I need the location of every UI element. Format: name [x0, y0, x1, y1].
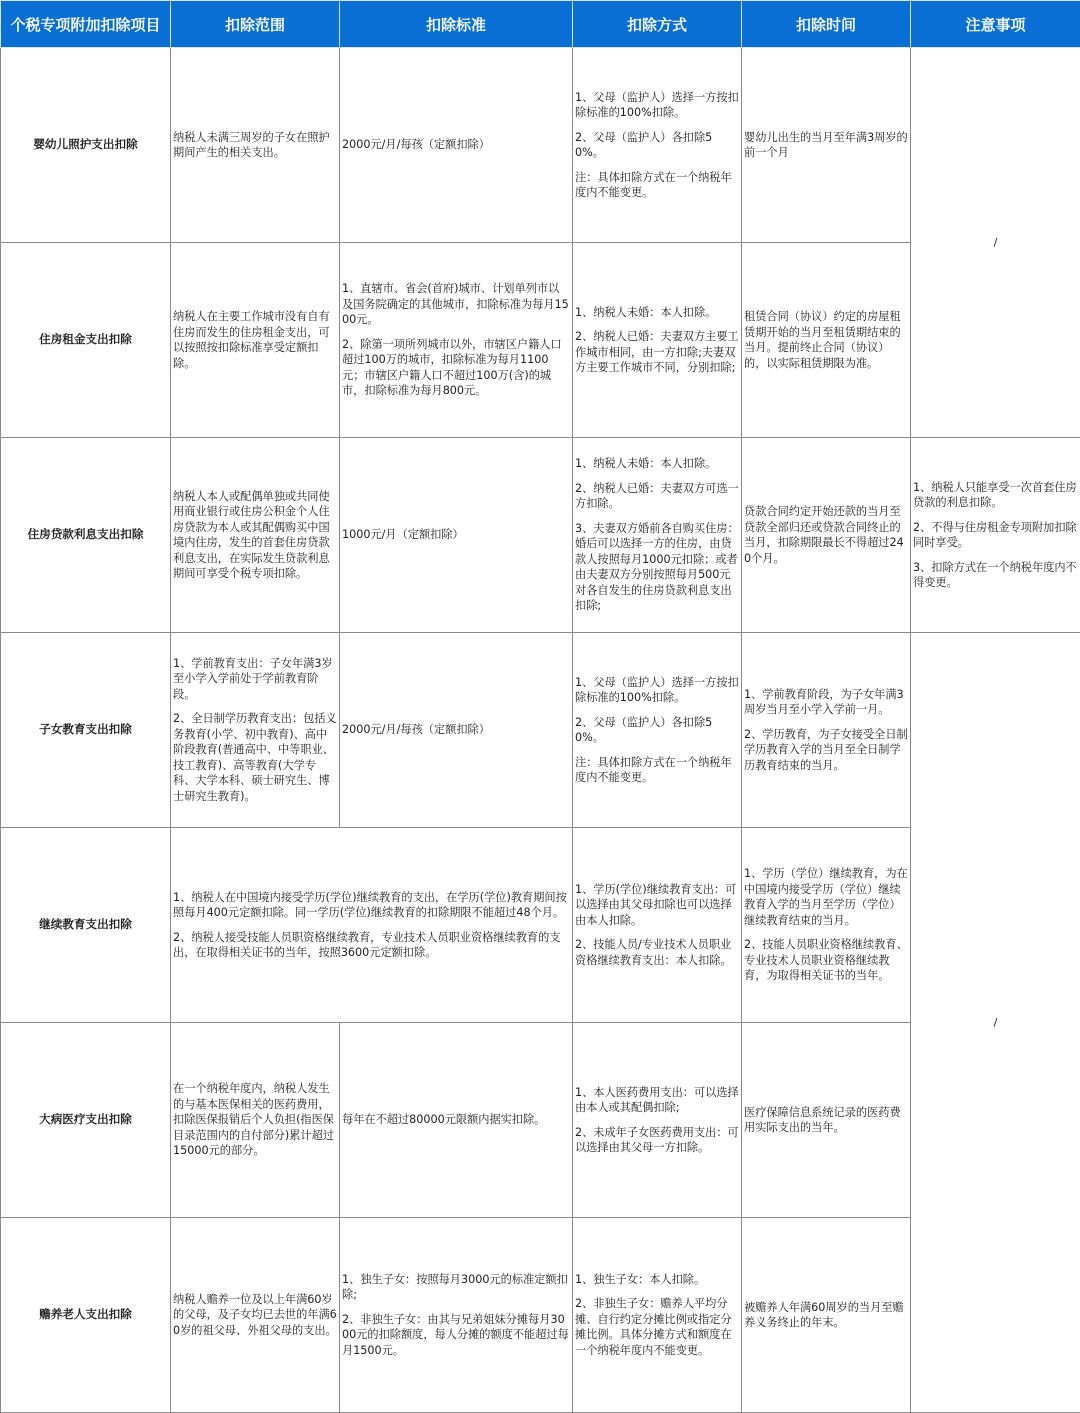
item-name: 住房贷款利息支出扣除: [1, 438, 171, 633]
method-text: 2、技能人员/专业技术人员职业资格继续教育支出：本人扣除。: [575, 937, 739, 968]
scope-cell: [171, 1023, 340, 1218]
header-item: 个税专项附加扣除项目: [1, 1, 171, 48]
scope-cell: [171, 438, 340, 633]
method-text: 1、父母（监护人）选择一方按扣除标准的100%扣除。: [575, 90, 739, 121]
method-text: 2、父母（监护人）各扣除50%。: [575, 130, 739, 161]
time-cell: [742, 243, 911, 438]
table-row: [1, 633, 1080, 828]
method-text: 1、纳税人未婚：本人扣除。: [575, 456, 739, 472]
time-text: 贷款合同约定开始还款的当月至贷款全部归还或贷款合同终止的当月，扣除期限最长不得超过240个月。: [744, 504, 908, 566]
scope-text: 在一个纳税年度内，纳税人发生的与基本医保相关的医药费用，扣除医保报销后个人负担(指医保目录范围内的自付部分)累计超过15000元的部分。: [173, 1081, 337, 1159]
item-name: 住房租金支出扣除: [1, 243, 171, 438]
note-text: 3、扣除方式在一个纳税年度内不得变更。: [913, 560, 1078, 591]
standard-cell: [340, 1218, 573, 1413]
standard-text: 2000元/月/每孩（定额扣除）: [342, 722, 570, 738]
time-cell: [742, 48, 911, 243]
header-row: [1, 1, 1080, 48]
note-text: 1、纳税人只能享受一次首套住房贷款的利息扣除。: [913, 480, 1078, 511]
method-cell: [573, 1218, 742, 1413]
time-text: 租赁合同（协议）约定的房屋租赁期开始的当月至租赁期结束的当月。提前终止合同（协议）的，以实际租赁期限为准。: [744, 309, 908, 371]
time-text: 2、技能人员职业资格继续教育、专业技术人员职业资格继续教育，为取得相关证书的当年。: [744, 937, 908, 984]
notes-cell: /: [911, 48, 1080, 438]
method-cell: [573, 48, 742, 243]
method-text: 注：具体扣除方式在一个纳税年度内不能变更。: [575, 755, 739, 786]
method-text: 1、学历(学位)继续教育支出：可以选择由其父母扣除也可以选择由本人扣除。: [575, 882, 739, 929]
standard-text: 1000元/月（定额扣除）: [342, 527, 570, 543]
standard-cell: [340, 438, 573, 633]
method-cell: [573, 633, 742, 828]
scope-text: 1、纳税人在中国境内接受学历(学位)继续教育的支出，在学历(学位)教育期间按照每月400元定额扣除。同一学历(学位)继续教育的扣除期限不能超过48个月。: [173, 890, 570, 921]
standard-cell: [340, 48, 573, 243]
method-text: 1、纳税人未婚：本人扣除。: [575, 305, 739, 321]
method-text: 1、独生子女：本人扣除。: [575, 1272, 739, 1288]
header-scope: 扣除范围: [171, 1, 340, 48]
scope-text: 纳税人在主要工作城市没有自有住房而发生的住房租金支出，可以按照按扣除标准享受定额扣除。: [173, 309, 337, 371]
scope-text: 纳税人未满三周岁的子女在照护期间产生的相关支出。: [173, 130, 337, 161]
standard-text: 2000元/月/每孩（定额扣除）: [342, 137, 570, 153]
standard-text: 1、独生子女：按照每月3000元的标准定额扣除;: [342, 1272, 570, 1303]
scope-standard-cell: [171, 828, 573, 1023]
time-cell: [742, 438, 911, 633]
header-time: 扣除时间: [742, 1, 911, 48]
method-cell: [573, 828, 742, 1023]
method-text: 注：具体扣除方式在一个纳税年度内不能变更。: [575, 170, 739, 201]
method-cell: [573, 438, 742, 633]
scope-cell: [171, 243, 340, 438]
method-text: 2、非独生子女：赡养人平均分摊、自行约定分摊比例或指定分摊比例。具体分摊方式和额度在一个纳税年度内不能变更。: [575, 1296, 739, 1358]
method-cell: [573, 1023, 742, 1218]
header-method: 扣除方式: [573, 1, 742, 48]
scope-cell: [171, 48, 340, 243]
note-text: 2、不得与住房租金专项附加扣除同时享受。: [913, 520, 1078, 551]
item-name: 继续教育支出扣除: [1, 828, 171, 1023]
method-text: 2、纳税人已婚：夫妻双方可选一方扣除。: [575, 481, 739, 512]
method-text: 2、未成年子女医药费用支出：可以选择由其父母一方扣除。: [575, 1125, 739, 1156]
standard-text: 2、除第一项所列城市以外，市辖区户籍人口超过100万的城市，扣除标准为每月1100元；市辖区户籍人口不超过100万(含)的城市，扣除标准为每月800元。: [342, 337, 570, 399]
item-name: 子女教育支出扣除: [1, 633, 171, 828]
standard-text: 每年在不超过80000元限额内据实扣除。: [342, 1112, 570, 1128]
notes-cell: [911, 438, 1080, 633]
time-text: 被赡养人年满60周岁的当月至赡养义务终止的年末。: [744, 1300, 908, 1331]
header-standard: 扣除标准: [340, 1, 573, 48]
method-text: 2、纳税人已婚：夫妻双方主要工作城市相同，由一方扣除;夫妻双方主要工作城市不同，分别扣除;: [575, 329, 739, 376]
method-text: 2、父母（监护人）各扣除50%。: [575, 715, 739, 746]
time-cell: [742, 828, 911, 1023]
time-text: 2、学历教育，为子女接受全日制学历教育入学的当月至全日制学历教育结束的当月。: [744, 727, 908, 774]
method-text: 3、夫妻双方婚前各自购买住房：婚后可以选择一方的住房，由贷款人按照每月1000元扣除；或者由夫妻双方分别按照每月500元对各自发生的住房贷款利息支出扣除;: [575, 521, 739, 614]
method-text: 1、本人医药费用支出：可以选择由本人或其配偶扣除;: [575, 1085, 739, 1116]
scope-text: 纳税人本人或配偶单独或共同使用商业银行或住房公积金个人住房贷款为本人或其配偶购买中国境内住房，发生的首套住房贷款利息支出，在实际发生贷款利息期间可享受个税专项扣除。: [173, 489, 337, 582]
time-text: 1、学前教育阶段，为子女年满3周岁当月至小学入学前一月。: [744, 687, 908, 718]
time-cell: [742, 633, 911, 828]
time-text: 1、学历（学位）继续教育，为在中国境内接受学历（学位）继续教育入学的当月至学历（学位）继续教育结束的当月。: [744, 866, 908, 928]
table-row: [1, 48, 1080, 243]
standard-text: 1、直辖市、省会(首府)城市、计划单列市以及国务院确定的其他城市，扣除标准为每月1500元。: [342, 281, 570, 328]
method-cell: [573, 243, 742, 438]
standard-text: 2、非独生子女：由其与兄弟姐妹分摊每月3000元的扣除额度，每人分摊的额度不能超过每月1500元。: [342, 1312, 570, 1359]
item-name: 婴幼儿照护支出扣除: [1, 48, 171, 243]
item-name: 大病医疗支出扣除: [1, 1023, 171, 1218]
standard-cell: [340, 243, 573, 438]
item-name: 赡养老人支出扣除: [1, 1218, 171, 1413]
scope-text: 纳税人赡养一位及以上年满60岁的父母，及子女均已去世的年满60岁的祖父母、外祖父母的支出。: [173, 1292, 337, 1339]
table-row: [1, 438, 1080, 633]
time-text: 婴幼儿出生的当月至年满3周岁的前一个月: [744, 130, 908, 161]
time-cell: [742, 1218, 911, 1413]
scope-cell: [171, 1218, 340, 1413]
scope-cell: [171, 633, 340, 828]
header-notes: 注意事项: [911, 1, 1080, 48]
standard-cell: [340, 1023, 573, 1218]
scope-text: 2、全日制学历教育支出：包括义务教育(小学、初中教育)、高中阶段教育(普通高中、中等职业、技工教育)、高等教育(大学专科、大学本科、硕士研究生、博士研究生教育)。: [173, 711, 337, 804]
method-text: 1、父母（监护人）选择一方按扣除标准的100%扣除。: [575, 675, 739, 706]
scope-text: 2、纳税人接受技能人员职资格继续教育，专业技术人员职业资格继续教育的支出，在取得相关证书的当年，按照3600元定额扣除。: [173, 930, 570, 961]
standard-cell: [340, 633, 573, 828]
time-cell: [742, 1023, 911, 1218]
time-text: 医疗保障信息系统记录的医药费用实际支出的当年。: [744, 1105, 908, 1136]
scope-text: 1、学前教育支出：子女年满3岁至小学入学前处于学前教育阶段。: [173, 656, 337, 703]
notes-cell: /: [911, 633, 1080, 1413]
